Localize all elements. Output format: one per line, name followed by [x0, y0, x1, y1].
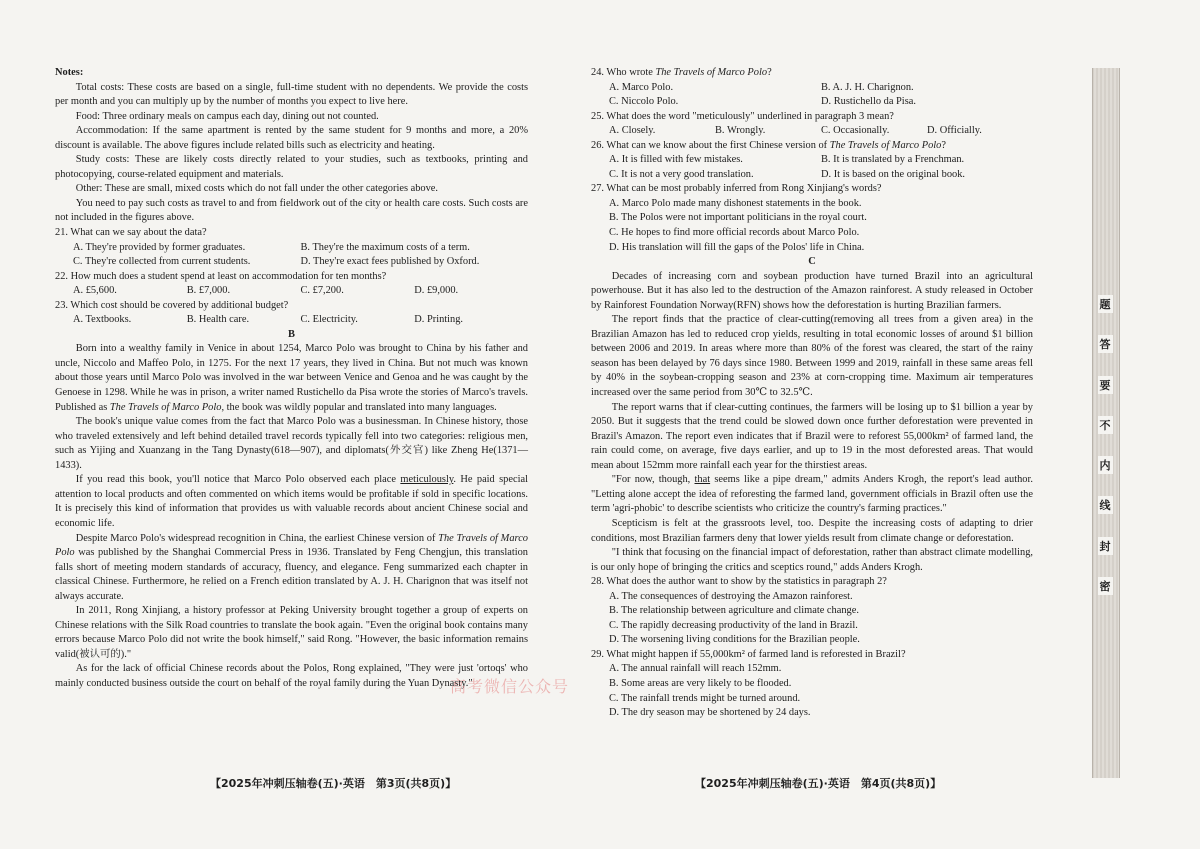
option-28-d: D. The worsening living conditions for the Brazilian people.	[609, 634, 860, 646]
note-extra-costs: You need to pay such costs as travel to and from fieldwork out of the city or health care costs. Such costs are not included in the figures above.	[55, 197, 528, 224]
question-24-stem: 24. Who wrote The Travels of Marco Polo?	[591, 67, 772, 78]
option-29-b: B. Some areas are very likely to be flooded.	[609, 677, 792, 689]
underlined-word: meticulously	[400, 474, 454, 486]
option-26-b: B. It is translated by a Frenchman.	[821, 154, 965, 166]
book-title: The Travels of Marco Polo	[55, 532, 528, 559]
passage-c-paragraph-4: "For now, though, that seems like a pipe dream," admits Anders Krogh, the report's lead author. "Letting alone accept the idea of reforesting the farmed land, government officials in Brazil often use the term 'agri-phobic' to describe scientists who criticize the country's farming practices."	[591, 474, 1033, 515]
option-24-d: D. Rustichello da Pisa.	[821, 96, 916, 108]
section-c-heading: C	[808, 256, 816, 268]
option-23-d: D. Printing.	[414, 314, 464, 326]
passage-b-paragraph-1: Born into a wealthy family in Venice in about 1254, Marco Polo was brought to China by his father and uncle, Niccolo and Maffeo Polo, in 1275. For the next 17 years, they lived in China. But not much was known about those years until Marco Polo was involved in the war between Venice and Genoa and he was caught by the Genoese in 1298. While he was in prison, a writer named Rustichello da Pisa wrote the stories of Marco's travels. Published as The Travels of Marco Polo, the book was wildly popular and translated into many languages.	[55, 343, 528, 413]
margin-char: 封	[1098, 537, 1113, 555]
question-24-options	[591, 81, 1033, 110]
left-column	[55, 66, 528, 692]
book-title: The Travels of Marco Polo	[109, 401, 222, 413]
note-total-costs: Total costs: These costs are based on a single, full-time student with no dependents. We provide the costs per month and you can multiply up by the number of months you expect to live here.	[55, 81, 528, 108]
option-28-a: A. The consequences of destroying the Amazon rainforest.	[609, 590, 853, 602]
option-25-d: D. Officially.	[927, 125, 982, 137]
passage-c-paragraph-6: "I think that focusing on the financial impact of deforestation, rather than abstract climate modelling, is our only hope of bringing the critics and sceptics round," adds Anders Krogh.	[591, 547, 1033, 573]
option-25-b: B. Wrongly.	[715, 125, 766, 137]
right-column	[591, 66, 1033, 721]
question-25-stem: 25. What does the word "meticulously" underlined in paragraph 3 mean?	[591, 110, 894, 122]
question-22-stem: 22. How much does a student spend at least on accommodation for ten months?	[55, 270, 387, 282]
option-26-d: D. It is based on the original book.	[821, 168, 966, 180]
question-23-stem: 23. Which cost should be covered by additional budget?	[55, 299, 289, 311]
option-22-d: D. £9,000.	[414, 285, 459, 297]
margin-char: 内	[1098, 456, 1113, 474]
margin-char: 线	[1098, 496, 1113, 514]
option-24-b: B. A. J. H. Charignon.	[821, 81, 914, 93]
question-27-stem: 27. What can be most probably inferred from Rong Xinjiang's words?	[591, 183, 882, 195]
passage-b-paragraph-5: In 2011, Rong Xinjiang, a history professor at Peking University brought together a group of experts on Chinese relations with the Silk Road countries to translate the book again. "Even the original book contains many errors because Marco Polo did not write the book himself," said Rong. "However, the basic information remains valid(被认可的)."	[55, 605, 528, 660]
passage-b-paragraph-6: As for the lack of official Chinese records about the Polos, Rong explained, "They were just 'ortoqs' who mainly conducted business outside the court on behalf of the royal family during the Yuan Dynasty."	[55, 663, 528, 689]
watermark: 高考微信公众号	[450, 677, 570, 696]
option-21-c: C. They're collected from current students.	[73, 256, 251, 268]
note-study-costs: Study costs: These are likely costs directly related to your studies, such as textbooks, printing and photocopying, course-related equipment and materials.	[55, 154, 528, 180]
option-28-b: B. The relationship between agriculture and climate change.	[609, 605, 859, 617]
option-22-a: A. £5,600.	[73, 285, 117, 297]
option-21-a: A. They're provided by former graduates.	[73, 241, 246, 253]
margin-char: 要	[1098, 376, 1113, 394]
question-23-options	[55, 313, 528, 328]
option-27-c: C. He hopes to find more official records about Marco Polo.	[609, 227, 860, 239]
option-29-d: D. The dry season may be shortened by 24 days.	[609, 707, 811, 719]
option-21-d: D. They're exact fees published by Oxford.	[300, 256, 480, 268]
option-29-a: A. The annual rainfall will reach 152mm.	[609, 663, 782, 675]
option-27-d: D. His translation will fill the gaps of the Polos' life in China.	[609, 241, 865, 253]
option-22-b: B. £7,000.	[186, 285, 231, 297]
margin-char: 答	[1098, 335, 1113, 353]
option-22-c: C. £7,200.	[300, 285, 344, 297]
note-food: Food: Three ordinary meals on campus each day, dining out not counted.	[75, 110, 379, 122]
question-21-options	[55, 241, 528, 270]
passage-c-paragraph-3: The report warns that if clear-cutting continues, the farmers will be losing up to $1 billion a year by 2050. But it suggests that the trend could be slowed down once further deforestation were prevented in Brazil's Amazon. The report even indicates that if Brazil were to reforest 55,000km² of farmed land, the rain could come, on average, five days earlier, and up to 19 in the most deforested areas. That would mean about 152mm more rainfall each year for the thirstiest areas.	[591, 401, 1033, 471]
option-24-c: C. Niccolo Polo.	[609, 96, 679, 108]
option-21-b: B. They're the maximum costs of a term.	[300, 241, 470, 253]
underlined-word: that	[694, 474, 711, 486]
question-28-stem: 28. What does the author want to show by the statistics in paragraph 2?	[591, 576, 887, 588]
question-22-options	[55, 284, 528, 299]
option-25-c: C. Occasionally.	[821, 125, 890, 137]
note-other: Other: These are small, mixed costs which do not fall under the other categories above.	[75, 183, 439, 195]
page-footer-3: 【2025年冲刺压轴卷(五)·英语 第3页(共8页)】	[210, 777, 457, 790]
passage-b-paragraph-4: Despite Marco Polo's widespread recognition in China, the earliest Chinese version of The Travels of Marco Polo was published by the Shanghai Commercial Press in 1936. Translated by Feng Chengjun, this translation falls short of meeting modern standards of accuracy, fluency, and elegance. Feng summarized each chapter in classical Chinese. Furthermore, he relied on a French edition translated by A. J. H. Charignon that was itself not always accurate.	[55, 532, 528, 602]
option-23-b: B. Health care.	[186, 314, 250, 326]
passage-c-paragraph-1: Decades of increasing corn and soybean production have turned Brazil into an agricultural powerhouse. But it has also led to the destruction of the Amazon rainforest. A study released in October by Rainforest Foundation Norway(RFN) shows how the deforestation is hurting Brazilian farmers.	[591, 270, 1033, 311]
option-27-a: A. Marco Polo made many dishonest statements in the book.	[609, 197, 862, 209]
option-23-c: C. Electricity.	[300, 314, 358, 326]
option-29-c: C. The rainfall trends might be turned around.	[609, 692, 801, 704]
passage-c-paragraph-2: The report finds that the practice of clear-cutting(removing all trees from a given area) in the Brazilian Amazon has led to reduced crop yields, resulting in total economic losses of around $1 billion between 2006 and 2019. In areas where more than 80% of the forest was cleared, the start of the rainy season has been delayed by 76 days since 1980. Between 1999 and 2019, rainfall in these same areas fell by 40% in the soybean-cropping season and 23% at corn-cropping time. Maximum air temperatures increased over the same period from 30℃ to 32.5℃.	[591, 314, 1033, 399]
option-27-b: B. The Polos were not important politicians in the royal court.	[609, 212, 867, 224]
margin-char: 题	[1098, 295, 1113, 313]
page-footer-4: 【2025年冲刺压轴卷(五)·英语 第4页(共8页)】	[695, 777, 942, 790]
question-21-stem: 21. What can we say about the data?	[55, 227, 207, 239]
notes-title: Notes:	[55, 67, 84, 78]
question-25-options	[591, 124, 1033, 139]
passage-b-paragraph-3: If you read this book, you'll notice that Marco Polo observed each place meticulously. He paid special attention to local products and often commented on which items would be profitable if sold in specific locations. It is precisely this kind of information that provides us with valuable records about ancient Chinese social and economic life.	[55, 474, 528, 529]
option-23-a: A. Textbooks.	[73, 314, 132, 326]
option-26-c: C. It is not a very good translation.	[609, 168, 754, 180]
margin-char: 不	[1098, 416, 1113, 434]
note-accommodation: Accommodation: If the same apartment is rented by the same student for 9 months and more, a 20% discount is available. The above figures include related bills such as electricity and heating.	[55, 125, 528, 151]
question-29-stem: 29. What might happen if 55,000km² of farmed land is reforested in Brazil?	[591, 648, 906, 660]
passage-b-paragraph-2: The book's unique value comes from the fact that Marco Polo was a businessman. In Chinese history, those who traveled extensively and left behind detailed travel records typically fell into two categories: religious men, such as Yijing and Xuanzang in the Tang Dynasty(618—907), and diplomats(外交官) like Zheng He(1371—1433).	[55, 416, 528, 471]
passage-c-paragraph-5: Scepticism is felt at the grassroots level, too. Despite the increasing costs of adapting to drier conditions, most Brazilian farmers deny that lower yields result from climate change or deforestation.	[591, 517, 1033, 544]
binding-margin-text	[1092, 295, 1118, 595]
question-26-options	[591, 153, 1033, 182]
option-25-a: A. Closely.	[609, 125, 656, 137]
margin-char: 密	[1098, 577, 1113, 595]
option-26-a: A. It is filled with few mistakes.	[609, 154, 743, 166]
option-28-c: C. The rapidly decreasing productivity of the land in Brazil.	[609, 619, 858, 631]
section-b-heading: B	[288, 328, 295, 340]
option-24-a: A. Marco Polo.	[609, 81, 674, 93]
question-26-stem: 26. What can we know about the first Chinese version of The Travels of Marco Polo?	[591, 139, 946, 151]
